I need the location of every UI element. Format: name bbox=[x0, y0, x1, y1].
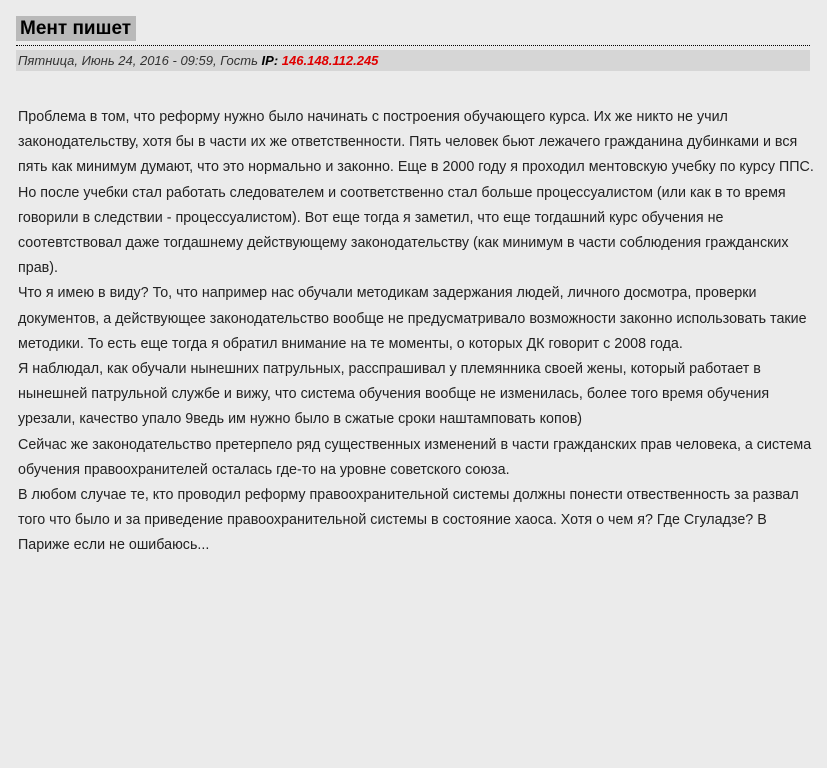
post-paragraph: В любом случае те, кто проводил реформу правоохранительной системы должны понести отвественность за развал того что было и за приведение правоохранительной системы в состояние хаоса. Хотя о чем я? Где Сгуладзе? В Париже если не ошибаюсь... bbox=[18, 487, 799, 554]
post-author-title: Мент пишет bbox=[16, 16, 136, 41]
post-date: Пятница, Июнь 24, 2016 - 09:59, Гость bbox=[18, 53, 262, 68]
post-paragraph: Проблема в том, что реформу нужно было начинать с построения обучающего курса. Их же никто не учил законодательству, хотя бы в части их же ответственности. Пять человек бьют лежачего гражданина дубинками и вся пять как минимум думают, что это нормально и законно. Еще в 2000 году я проходил ментовскую учебку по курсу ППС. Но после учебки стал работать следователем и соответственно стал больше процессуалистом (или как в то время говорили в следствии - процессуалистом). Вот еще тогда я заметил, что еще тогдашний курс обучения не соотевтствовал даже тогдашнему действующему законодательству (как минимум в части соблюдения гражданских прав). bbox=[18, 109, 814, 277]
ip-label: IP: bbox=[261, 53, 279, 68]
post-paragraph: Сейчас же законодательство претерпело ряд существенных изменений в части гражданских прав человека, а система обучения правоохранителей осталась где-то на уровне советского союза. bbox=[18, 436, 812, 478]
post-meta bbox=[16, 50, 810, 71]
ip-address: 146.148.112.245 bbox=[278, 53, 379, 68]
post-paragraph: Я наблюдал, как обучали нынешних патрульных, расспрашивал у племянника своей жены, который работает в нынешней патрульной службе и вижу, что система обучения вообще не изменилась, более того время обучения урезали, качество упало 9ведь им нужно было в сжатые сроки наштамповать копов) bbox=[18, 361, 770, 428]
post-paragraph: Что я имею в виду? То, что например нас обучали методикам задержания людей, личного досмотра, проверки документов, а действующее законодательство вообще не предусматривало возможности законно использовать такие методики. То есть еще тогда я обратил внимание на те моменты, о которых ДК говорит с 2008 года. bbox=[18, 285, 807, 352]
title-divider bbox=[16, 45, 810, 46]
post-body bbox=[18, 105, 814, 559]
